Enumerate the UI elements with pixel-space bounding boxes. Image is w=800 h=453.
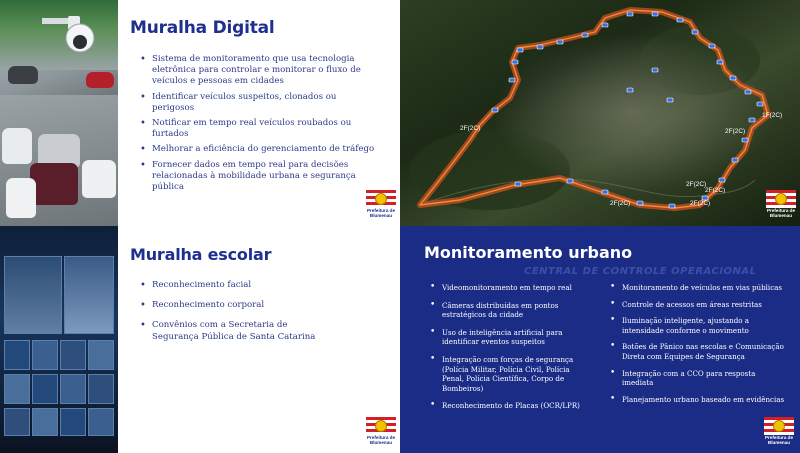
camera-marker-icon [627, 88, 633, 92]
logo-text-line1: Prefeitura de [764, 435, 794, 440]
camera-marker-icon [509, 78, 515, 82]
map-label: 1F(2C) [762, 112, 783, 119]
map-label: 2F(2C) [686, 181, 707, 188]
camera-marker-icon [719, 178, 725, 182]
camera-marker-icon [669, 204, 675, 208]
camera-marker-icon [652, 12, 658, 16]
bullet-item: • Botões de Pânico nas escolas e Comunicação Direta com Equipes de Segurança [606, 342, 786, 361]
bullet-item: • Planejamento urbano baseado em evidências [606, 395, 786, 405]
monitor-screen [4, 340, 30, 370]
bullet-item: • Integração com a CCO para resposta imediata [606, 369, 786, 388]
slide-title: Muralha Digital [130, 18, 275, 38]
bullet-item: • Reconhecimento corporal [136, 300, 316, 311]
camera-marker-icon [517, 48, 523, 52]
camera-marker-icon [730, 76, 736, 80]
logo-text-line2: Blumenau [369, 440, 393, 445]
monitor-screen [64, 256, 114, 334]
monitor-screen [4, 408, 30, 436]
car [6, 178, 36, 218]
street-camera-photo [0, 0, 118, 226]
camera-marker-icon [745, 90, 751, 94]
bullet-item: • Uso de inteligência artificial para identificar eventos suspeitos [426, 328, 591, 347]
prefeitura-blumenau-logo [764, 417, 794, 449]
flag-icon [366, 417, 396, 435]
logo-text-line1: Prefeitura de [766, 208, 796, 213]
bullet-item: • Câmeras distribuídas em pontos estratégicos da cidade [426, 301, 591, 320]
car [82, 160, 116, 198]
camera-marker-icon [627, 12, 633, 16]
monitor-screen [4, 256, 62, 334]
bullet-item: • Videomonitoramento em tempo real [426, 283, 591, 293]
camera-marker-icon [557, 40, 563, 44]
camera-marker-icon [602, 23, 608, 27]
bullet-list [136, 54, 381, 193]
prefeitura-blumenau-logo [766, 190, 796, 222]
bullet-item: • Monitoramento de veículos em vias públicas [606, 283, 786, 293]
bullet-item: • Convênios com a Secretaria de Segurança Pública de Santa Catarina [136, 320, 316, 342]
slide-muralha-digital [0, 0, 400, 226]
logo-text-line2: Blumenau [369, 213, 393, 218]
prefeitura-blumenau-logo [366, 417, 396, 449]
monitor-screen [32, 374, 58, 404]
camera-marker-icon [732, 158, 738, 162]
monitor-screen [32, 408, 58, 436]
map-label: 2F(2C) [725, 128, 746, 135]
slide-muralha-escolar [0, 226, 400, 453]
camera-marker-icon [749, 118, 755, 122]
camera-marker-icon [512, 60, 518, 64]
camera-marker-icon [515, 182, 521, 186]
camera-marker-icon [637, 201, 643, 205]
bullet-item: • Reconhecimento facial [136, 280, 316, 291]
map-label: 2F(2C) [705, 187, 726, 194]
camera-marker-icon [582, 33, 588, 37]
bullet-item: • Fornecer dados em tempo real para decisões relacionadas à mobilidade urbana e segurança pública [136, 160, 381, 194]
flag-icon [766, 190, 796, 208]
flag-icon [764, 417, 794, 435]
bullet-list-left [426, 283, 591, 411]
car [8, 66, 38, 84]
camera-marker-icon [492, 108, 498, 112]
map-label: 2F(2C) [610, 200, 631, 207]
map-label: 2F(2C) [690, 200, 711, 207]
bullet-list-right [606, 283, 786, 404]
camera-marker-icon [717, 60, 723, 64]
logo-text-line2: Blumenau [767, 440, 791, 445]
bullet-item: • Identificar veículos suspeitos, clonados ou perigosos [136, 92, 381, 114]
camera-marker-icon [692, 30, 698, 34]
camera-marker-icon [537, 45, 543, 49]
slide-title: Muralha escolar [130, 245, 272, 264]
slide-monitoramento-urbano [400, 226, 800, 453]
bullet-item: • Sistema de monitoramento que usa tecnologia eletrônica para controlar e monitorar o fluxo de veículos e pessoas em cidades [136, 54, 381, 88]
bullet-item: • Melhorar a eficiência do gerenciamento de tráfego [136, 144, 381, 155]
monitor-screen [60, 374, 86, 404]
monitor-screen [88, 340, 114, 370]
logo-text-line1: Prefeitura de [366, 435, 396, 440]
slide-title: Monitoramento urbano [424, 243, 633, 262]
monitor-screen [32, 340, 58, 370]
camera-marker-icon [709, 44, 715, 48]
operations-center-photo [0, 226, 118, 453]
camera-marker-icon [667, 98, 673, 102]
camera-marker-icon [567, 179, 573, 183]
camera-marker-icon [757, 102, 763, 106]
car [86, 72, 114, 88]
car [30, 163, 78, 205]
bullet-item: • Controle de acessos em áreas restritas [606, 300, 786, 310]
map-label: 2F(2C) [460, 125, 481, 132]
watermark-text: CENTRAL DE CONTROLE OPERACIONAL [524, 266, 757, 277]
logo-text-line2: Blumenau [769, 213, 793, 218]
bullet-item: • Iluminação inteligente, ajustando a intensidade conforme o movimento [606, 316, 786, 335]
slide-monitoring-map [400, 0, 800, 226]
flag-icon [366, 190, 396, 208]
map [400, 0, 800, 226]
monitor-screen [60, 340, 86, 370]
monitor-screen [4, 374, 30, 404]
monitor-screen [60, 408, 86, 436]
camera-marker-icon [652, 68, 658, 72]
bullet-item: • Reconhecimento de Placas (OCR/LPR) [426, 401, 591, 411]
monitor-screen [88, 408, 114, 436]
bullet-list [136, 280, 316, 343]
bullet-item: • Notificar em tempo real veículos roubados ou furtados [136, 118, 381, 140]
camera-marker-icon [602, 190, 608, 194]
camera-marker-icon [677, 18, 683, 22]
logo-text-line1: Prefeitura de [366, 208, 396, 213]
car [2, 128, 32, 164]
bullet-item: • Integração com forças de segurança (Polícia Militar, Polícia Civil, Polícia Penal, Polícia Científica, Corpo de Bombeiros) [426, 355, 591, 393]
camera-marker-icon [742, 138, 748, 142]
prefeitura-blumenau-logo [366, 190, 396, 222]
monitor-screen [88, 374, 114, 404]
security-camera-icon [42, 14, 100, 56]
